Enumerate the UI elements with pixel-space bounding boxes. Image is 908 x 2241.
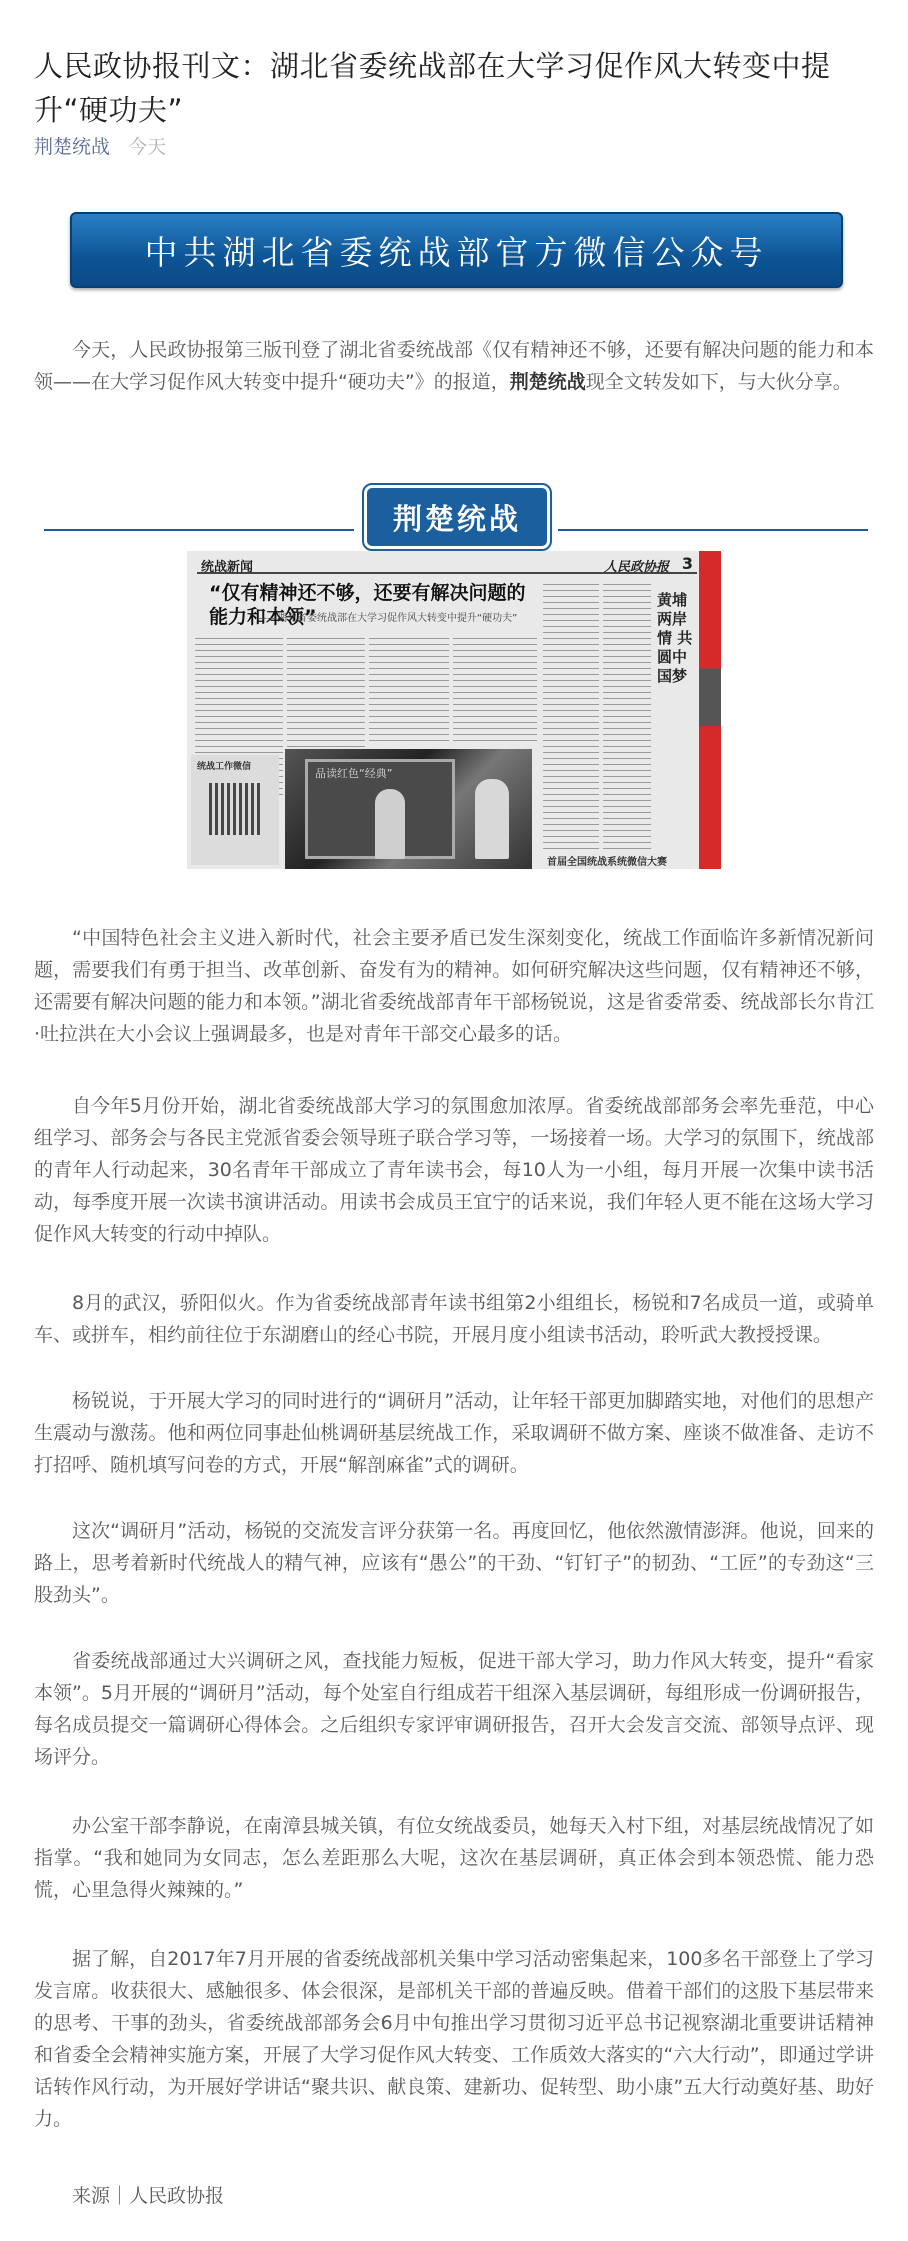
newspaper-photo-caption: 品读红色“经典” xyxy=(315,767,393,780)
newspaper-headline: “仅有精神还不够，还要有解决问题的能力和本领” xyxy=(209,582,526,628)
body-paragraph-3: 8月的武汉，骄阳似火。作为省委统战部青年读书组第2小组组长，杨锐和7名成员一道，或骑单车、或拼车，相约前往位于东湖磨山的经心书院，开展月度小组读书活动，聆听武大教授授课。 xyxy=(34,1292,874,1346)
newspaper-photo xyxy=(285,749,532,869)
person-figure-icon xyxy=(475,779,509,859)
banner-text: 中共湖北省委统战部官方微信公众号 xyxy=(144,232,769,272)
body-paragraph-2: 自今年5月份开始，湖北省委统战部大学习的氛围愈加浓厚。省委统战部部务会率先垂范，中心组学习、部务会与各民主党派省委会领导班子联合学习等，一场接着一场。大学习的氛围下，统战部的青年人行动起来，30名青年干部成立了青年读书会，每10人为一小组，每月开展一次集中读书活动，每季度开展一次读书演讲活动。用读书会成员王宜宁的话来说，我们年轻人更不能在这场大学习促作风大转变的行动中掉队。 xyxy=(34,1095,874,1245)
newspaper-text-column xyxy=(369,635,449,745)
newspaper-text-column xyxy=(603,581,651,851)
divider-badge xyxy=(364,485,550,549)
newspaper-section: 统战新闻 xyxy=(201,560,254,575)
source-line: 来源｜人民政协报 xyxy=(72,2185,225,2207)
publish-time: 今天 xyxy=(128,136,167,158)
section-divider xyxy=(44,501,868,550)
body-paragraph-8: 据了解，自2017年7月开展的省委统战部机关集中学习活动密集起来，100多名干部登上了学习发言席。收获很大、感触很多、体会很深，是部机关干部的普遍反映。借着干部们的这股下基层带来的思考、干事的劲头，省委统战部部务会6月中旬推出学习贯彻习近平总书记视察湖北重要讲话精神和省委全会精神实施方案，开展了大学习促作风大转变、工作质效大落实的“六大行动”，即通过学讲话转作风行动，为开展好学讲话“聚共识、献良策、建新功、促转型、助小康”五大行动奠好基、助好力。 xyxy=(34,1948,874,2130)
account-name-link[interactable]: 荆楚统战 xyxy=(34,136,111,158)
newspaper-footer-headline: 首届全国统战系统微信大赛 xyxy=(547,857,667,868)
newspaper-side-bar xyxy=(699,551,721,869)
newspaper-subheadline: ——湖北省委统战部在大学习促作风大转变中提升“硬功夫” xyxy=(257,613,518,624)
divider-badge-text: 荆楚统战 xyxy=(392,501,521,536)
body-paragraph-1: “中国特色社会主义进入新时代，社会主要矛盾已发生深刻变化，统战工作面临许多新情况新问题，需要我们有勇于担当、改革创新、奋发有为的精神。如何研究解决这些问题，仅有精神还不够，还需要有解决问题的能力和本领。”湖北省委统战部青年干部杨锐说，这是省委常委、统战部长尔肯江·吐拉洪在大小会议上强调最多，也是对青年干部交心最多的话。 xyxy=(34,927,874,1045)
newspaper-promo-title: 统战工作微信 xyxy=(197,762,252,772)
intro-text-before: 今天，人民政协报第三版刊登了湖北省委统战部《仅有精神还不够，还要有解决问题的能力和本领——在大学习促作风大转变中提升“硬功夫”》的报道， xyxy=(34,339,874,393)
body-paragraph-4: 杨锐说，于开展大学习的同时进行的“调研月”活动，让年轻干部更加脚踏实地，对他们的思想产生震动与激荡。他和两位同事赴仙桃调研基层统战工作，采取调研不做方案、座谈不做准备、走访不打招呼、随机填写问卷的方式，开展“解剖麻雀”式的调研。 xyxy=(34,1390,874,1476)
body-paragraph-6: 省委统战部通过大兴调研之风，查找能力短板，促进干部大学习，助力作风大转变，提升“看家本领”。5月开展的“调研月”活动，每个处室自行组成若干组深入基层调研，每组形成一份调研报告，每名成员提交一篇调研心得体会。之后组织专家评审调研报告，召开大会发言交流、部领导点评、现场评分。 xyxy=(34,1650,874,1768)
body-paragraph-5: 这次“调研月”活动，杨锐的交流发言评分获第一名。再度回忆，他依然激情澎湃。他说，回来的路上，思考着新时代统战人的精气神，应该有“愚公”的干劲、“钉钉子”的韧劲、“工匠”的专劲这“三股劲头”。 xyxy=(34,1520,874,1606)
newspaper-image xyxy=(187,551,721,869)
intro-bold-account: 荆楚统战 xyxy=(509,371,586,393)
newspaper-text-column xyxy=(453,635,537,745)
intro-text-after: 现全文转发如下，与大伙分享。 xyxy=(585,371,852,393)
article-title: 人民政协报刊文：湖北省委统战部在大学习促作风大转变中提升“硬功夫” xyxy=(34,49,831,127)
intro-paragraph xyxy=(34,334,874,398)
body-paragraph-7: 办公室干部李静说，在南漳县城关镇，有位女统战委员，她每天入村下组，对基层统战情况了如指掌。“我和她同为女同志，怎么差距那么大呢，这次在基层调研，真正体会到本领恐慌、能力恐慌，心里急得火辣辣的。” xyxy=(34,1815,874,1901)
person-figure-icon xyxy=(375,789,405,859)
official-account-banner xyxy=(70,212,843,288)
newspaper-promo-box xyxy=(191,755,279,865)
newspaper-header xyxy=(197,556,697,574)
newspaper-page-number: 3 xyxy=(681,554,693,573)
newspaper-text-column xyxy=(543,581,599,851)
divider-line-right xyxy=(558,529,868,531)
newspaper-masthead: 人民政协报 xyxy=(603,560,669,575)
divider-line-left xyxy=(44,529,354,531)
qr-code-icon xyxy=(209,783,261,835)
article-meta xyxy=(34,134,166,160)
newspaper-side-headline: 黄埔两岸情 共圆中国梦 xyxy=(657,591,693,685)
